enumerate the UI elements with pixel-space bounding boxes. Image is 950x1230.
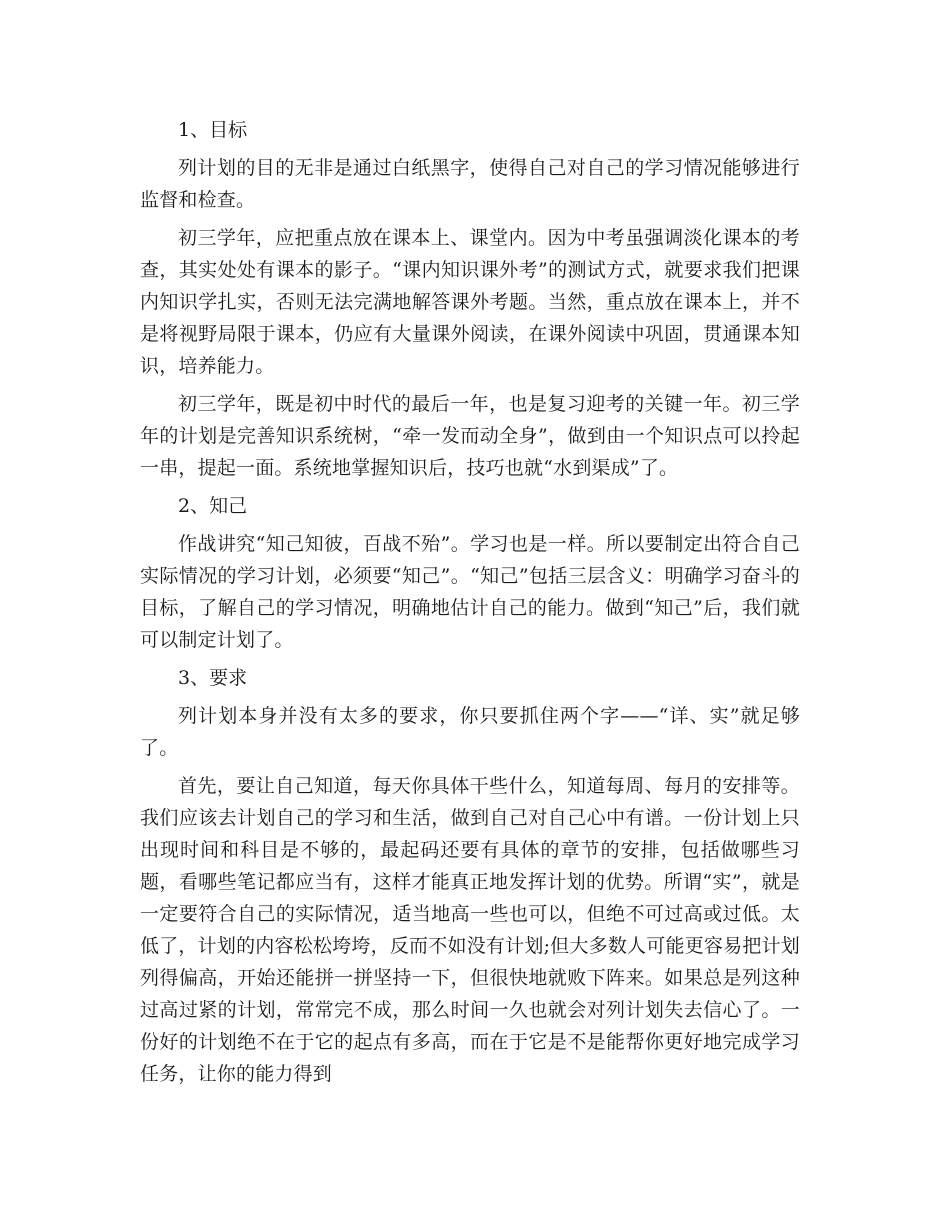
paragraph: 列计划本身并没有太多的要求，你只要抓住两个字——“详、实”就足够了。: [140, 705, 800, 759]
paragraph: 首先，要让自己知道，每天你具体干些什么，知道每周、每月的安排等。我们应该去计划自己的学习和生活，做到自己对自己心中有谱。一份计划上只出现时间和科目是不够的，最起码还要有具体的章节的安排，包括做哪些习题，看哪些笔记都应当有，这样才能真正地发挥计划的优势。所谓“实”，就是一定要符合自己的实际情况，适当地高一些也可以，但绝不可过高或过低。太低了，计划的内容松松垮垮，反而不如没有计划;但大多数人可能更容易把计划列得偏高，开始还能拼一拼坚持一下，但很快地就败下阵来。如果总是列这种过高过紧的计划，常常完不成，那么时间一久也就会对列计划失去信心了。一份好的计划绝不在于它的起点有多高，而在于它是不是能帮你更好地完成学习任务，让你的能力得到: [140, 775, 800, 1085]
section-heading-goal: 1、目标: [178, 119, 248, 141]
paragraph: 作战讲究“知己知彼，百战不殆”。学习也是一样。所以要制定出符合自己实际情况的学习计划，必须要“知己”。“知己”包括三层含义：明确学习奋斗的目标，了解自己的学习情况，明确地估计自己的能力。做到“知己”后，我们就可以制定计划了。: [140, 533, 800, 651]
paragraph: 初三学年，既是初中时代的最后一年，也是复习迎考的关键一年。初三学年的计划是完善知识系统树，“牵一发而动全身”，做到由一个知识点可以拎起一串，提起一面。系统地掌握知识后，技巧也就“水到渠成”了。: [140, 393, 800, 479]
document-body: [140, 114, 800, 1096]
section-heading-know-yourself: 2、知己: [178, 495, 248, 517]
paragraph: 初三学年，应把重点放在课本上、课堂内。因为中考虽强调淡化课本的考查，其实处处有课本的影子。“课内知识课外考”的测试方式，就要求我们把课内知识学扎实，否则无法完满地解答课外考题。当然，重点放在课本上，并不是将视野局限于课本，仍应有大量课外阅读，在课外阅读中巩固，贯通课本知识，培养能力。: [140, 227, 800, 377]
section-heading-requirements: 3、要求: [178, 667, 248, 689]
paragraph: 列计划的目的无非是通过白纸黑字，使得自己对自己的学习情况能够进行监督和检查。: [140, 157, 800, 211]
